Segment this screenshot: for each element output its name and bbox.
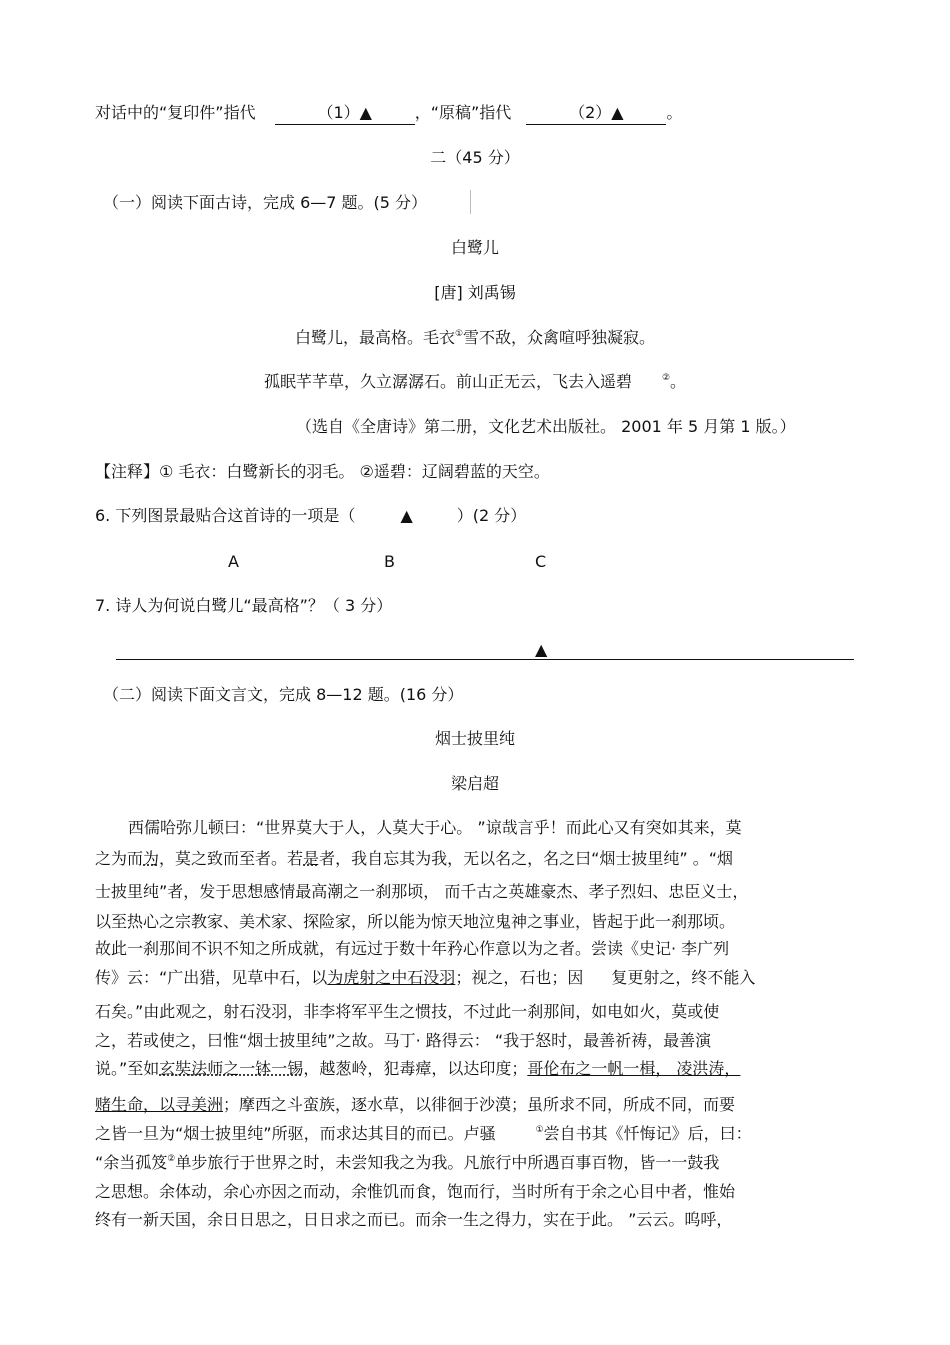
essay-line-11-a: 之皆一旦为“烟士披里纯”所驱，而求达其目的而已。卢骚 [95, 1124, 496, 1143]
answer-blank-2[interactable]: （2）▲ [526, 102, 666, 125]
essay-line-2 [95, 848, 733, 870]
essay-line-12-a: “余当孤笈 [95, 1153, 168, 1172]
poem-source: （选自《全唐诗》第二册，文化艺术出版社。 2001 年 5 月第 1 版。） [296, 417, 796, 436]
essay-line-8: 之，若或使之，曰惟“烟士披里纯”之故。马丁· 路得云： “我于怒时，最善祈祷，最善演 [95, 1031, 712, 1050]
essay-line-2-b: ，莫之致而至者。若 [159, 849, 304, 868]
underlined-sentence-1: 为虎射之中石没羽 [327, 968, 456, 987]
essay-line-1: 西儒哈弥儿顿曰：“世界莫大于人，人莫大于心。 ”谅哉言乎！而此心又有突如其来，莫 [128, 818, 742, 837]
option-c[interactable]: C [535, 552, 547, 571]
answer-mark-7[interactable]: ▲ [535, 640, 548, 659]
poem-line-1 [0, 327, 950, 349]
answer-blank-1[interactable]: （1）▲ [275, 102, 415, 125]
essay-line-12-b: 单步旅行于世界之时，未尝知我之为我。凡旅行中所遇百事百物，皆一一鼓我 [175, 1153, 720, 1172]
essay-line-14: 终有一新天国，余日日思之，日日求之而已。而余一生之得力，实在于此。 ”云云。呜呼， [95, 1210, 733, 1229]
underlined-sentence-2a: 哥伦布之一帆一楫， 凌洪涛， [527, 1059, 741, 1078]
option-b[interactable]: B [384, 552, 395, 571]
part-one-intro: （一）阅读下面古诗，完成 6—7 题。(5 分） [103, 193, 428, 212]
essay-line-6-b: ；视之，石也；因 [455, 968, 584, 987]
footnote-marker-2: ② [661, 373, 671, 383]
essay-line-5: 故此一刹那间不识不知之所成就，有远过于数十年矜心作意以为之者。尝读《史记· 李广列 [95, 939, 730, 958]
poem-line-2-b: 。 [670, 372, 687, 391]
essay-line-6-a: 传》云：“广出猎，见草中石，以 [95, 968, 328, 987]
footnote-marker-1: ① [454, 329, 464, 339]
question-7: 7. 诗人为何说白鹭儿“最高格”？（ 3 分） [95, 596, 393, 615]
essay-author: 梁启超 [450, 774, 499, 793]
essay-line-2-a: 之为而 [95, 849, 144, 868]
poem-line-2 [0, 371, 950, 393]
top-line-end: 。 [666, 103, 683, 122]
poem-notes: 【注释】① 毛衣：白鹭新长的羽毛。 ②遥碧：辽阔碧蓝的天空。 [95, 462, 550, 481]
question-5-blank-line [95, 102, 682, 125]
essay-line-9-b: ，越葱岭，犯毒瘴，以达印度； [303, 1059, 528, 1078]
answer-mark-6[interactable]: ▲ [400, 506, 413, 525]
top-line-mid: ，“原稿”指代 [414, 103, 512, 122]
essay-line-11-b: 尝自书其《忏悔记》后，曰： [543, 1124, 752, 1143]
poem-line-1-b: 雪不敌，众禽喧呼独凝寂。 [463, 328, 656, 347]
essay-line-13: 之思想。余体动，余心亦因之而动，余惟饥而食，饱而行，当时所有于余之心目中者，惟始 [95, 1182, 736, 1201]
question-6-score: ）(2 分） [456, 506, 527, 525]
essay-line-12 [95, 1152, 719, 1174]
footnote-marker-4: ② [167, 1154, 176, 1164]
question-6-text: 6. 下列图景最贴合这首诗的一项是（ [95, 506, 356, 525]
part-two-intro: （二）阅读下面文言文，完成 8—12 题。(16 分） [103, 685, 464, 704]
section-two-heading: 二（45 分） [430, 148, 520, 167]
dotted-word-shi: 是 [303, 849, 320, 868]
essay-line-2-c: 者，我自忘其为我，无以名之，名之曰“烟士披里纯” 。“烟 [319, 849, 734, 868]
essay-line-6-c: 复更射之，终不能入 [611, 968, 756, 987]
essay-line-7: 石矣。”由此观之，射石没羽，非李将军平生之惯技，不过此一刹那间，如电如火，莫或使 [95, 1002, 720, 1021]
essay-line-6 [95, 967, 755, 989]
dotted-word-wei: 为 [143, 849, 160, 868]
essay-line-11 [95, 1123, 752, 1145]
essay-line-10-b: ；摩西之斗蛮族，逐水草，以徘徊于沙漠；虽所求不同，所成不同，而要 [223, 1095, 736, 1114]
poem-line-2-a: 孤眠芊芊草，久立潺潺石。前山正无云，飞去入遥碧 [263, 372, 632, 391]
essay-line-4: 以至热心之宗教家、美术家、探险家，所以能为惊天地泣鬼神之事业，皆起于此一刹那顷。 [95, 912, 736, 931]
option-a[interactable]: A [228, 552, 239, 571]
essay-title: 烟士披里纯 [434, 729, 515, 748]
divider-mark [470, 190, 471, 214]
essay-line-9-a: 说。”至如 [95, 1059, 160, 1078]
underlined-sentence-2b: 赌生命，以寻美洲 [95, 1095, 224, 1114]
essay-line-9 [95, 1058, 740, 1080]
essay-line-3: 士披里纯”者，发于思想感情最高潮之一刹那顷， 而千古之英雄豪杰、孝子烈妇、忠臣义士， [95, 882, 749, 901]
poem-title: 白鹭儿 [450, 238, 499, 257]
footnote-marker-3: ① [535, 1125, 544, 1135]
essay-line-10 [95, 1094, 735, 1116]
poem-line-1-a: 白鹭儿，最高格。毛衣 [294, 328, 455, 347]
answer-line-7[interactable] [116, 659, 854, 660]
dotted-phrase-xuanzang: 玄奘法师之一钵一锡 [159, 1059, 304, 1078]
top-line-prefix: 对话中的“复印件”指代 [95, 103, 256, 122]
poem-author: [唐] 刘禹锡 [434, 283, 516, 302]
question-6 [95, 505, 526, 527]
